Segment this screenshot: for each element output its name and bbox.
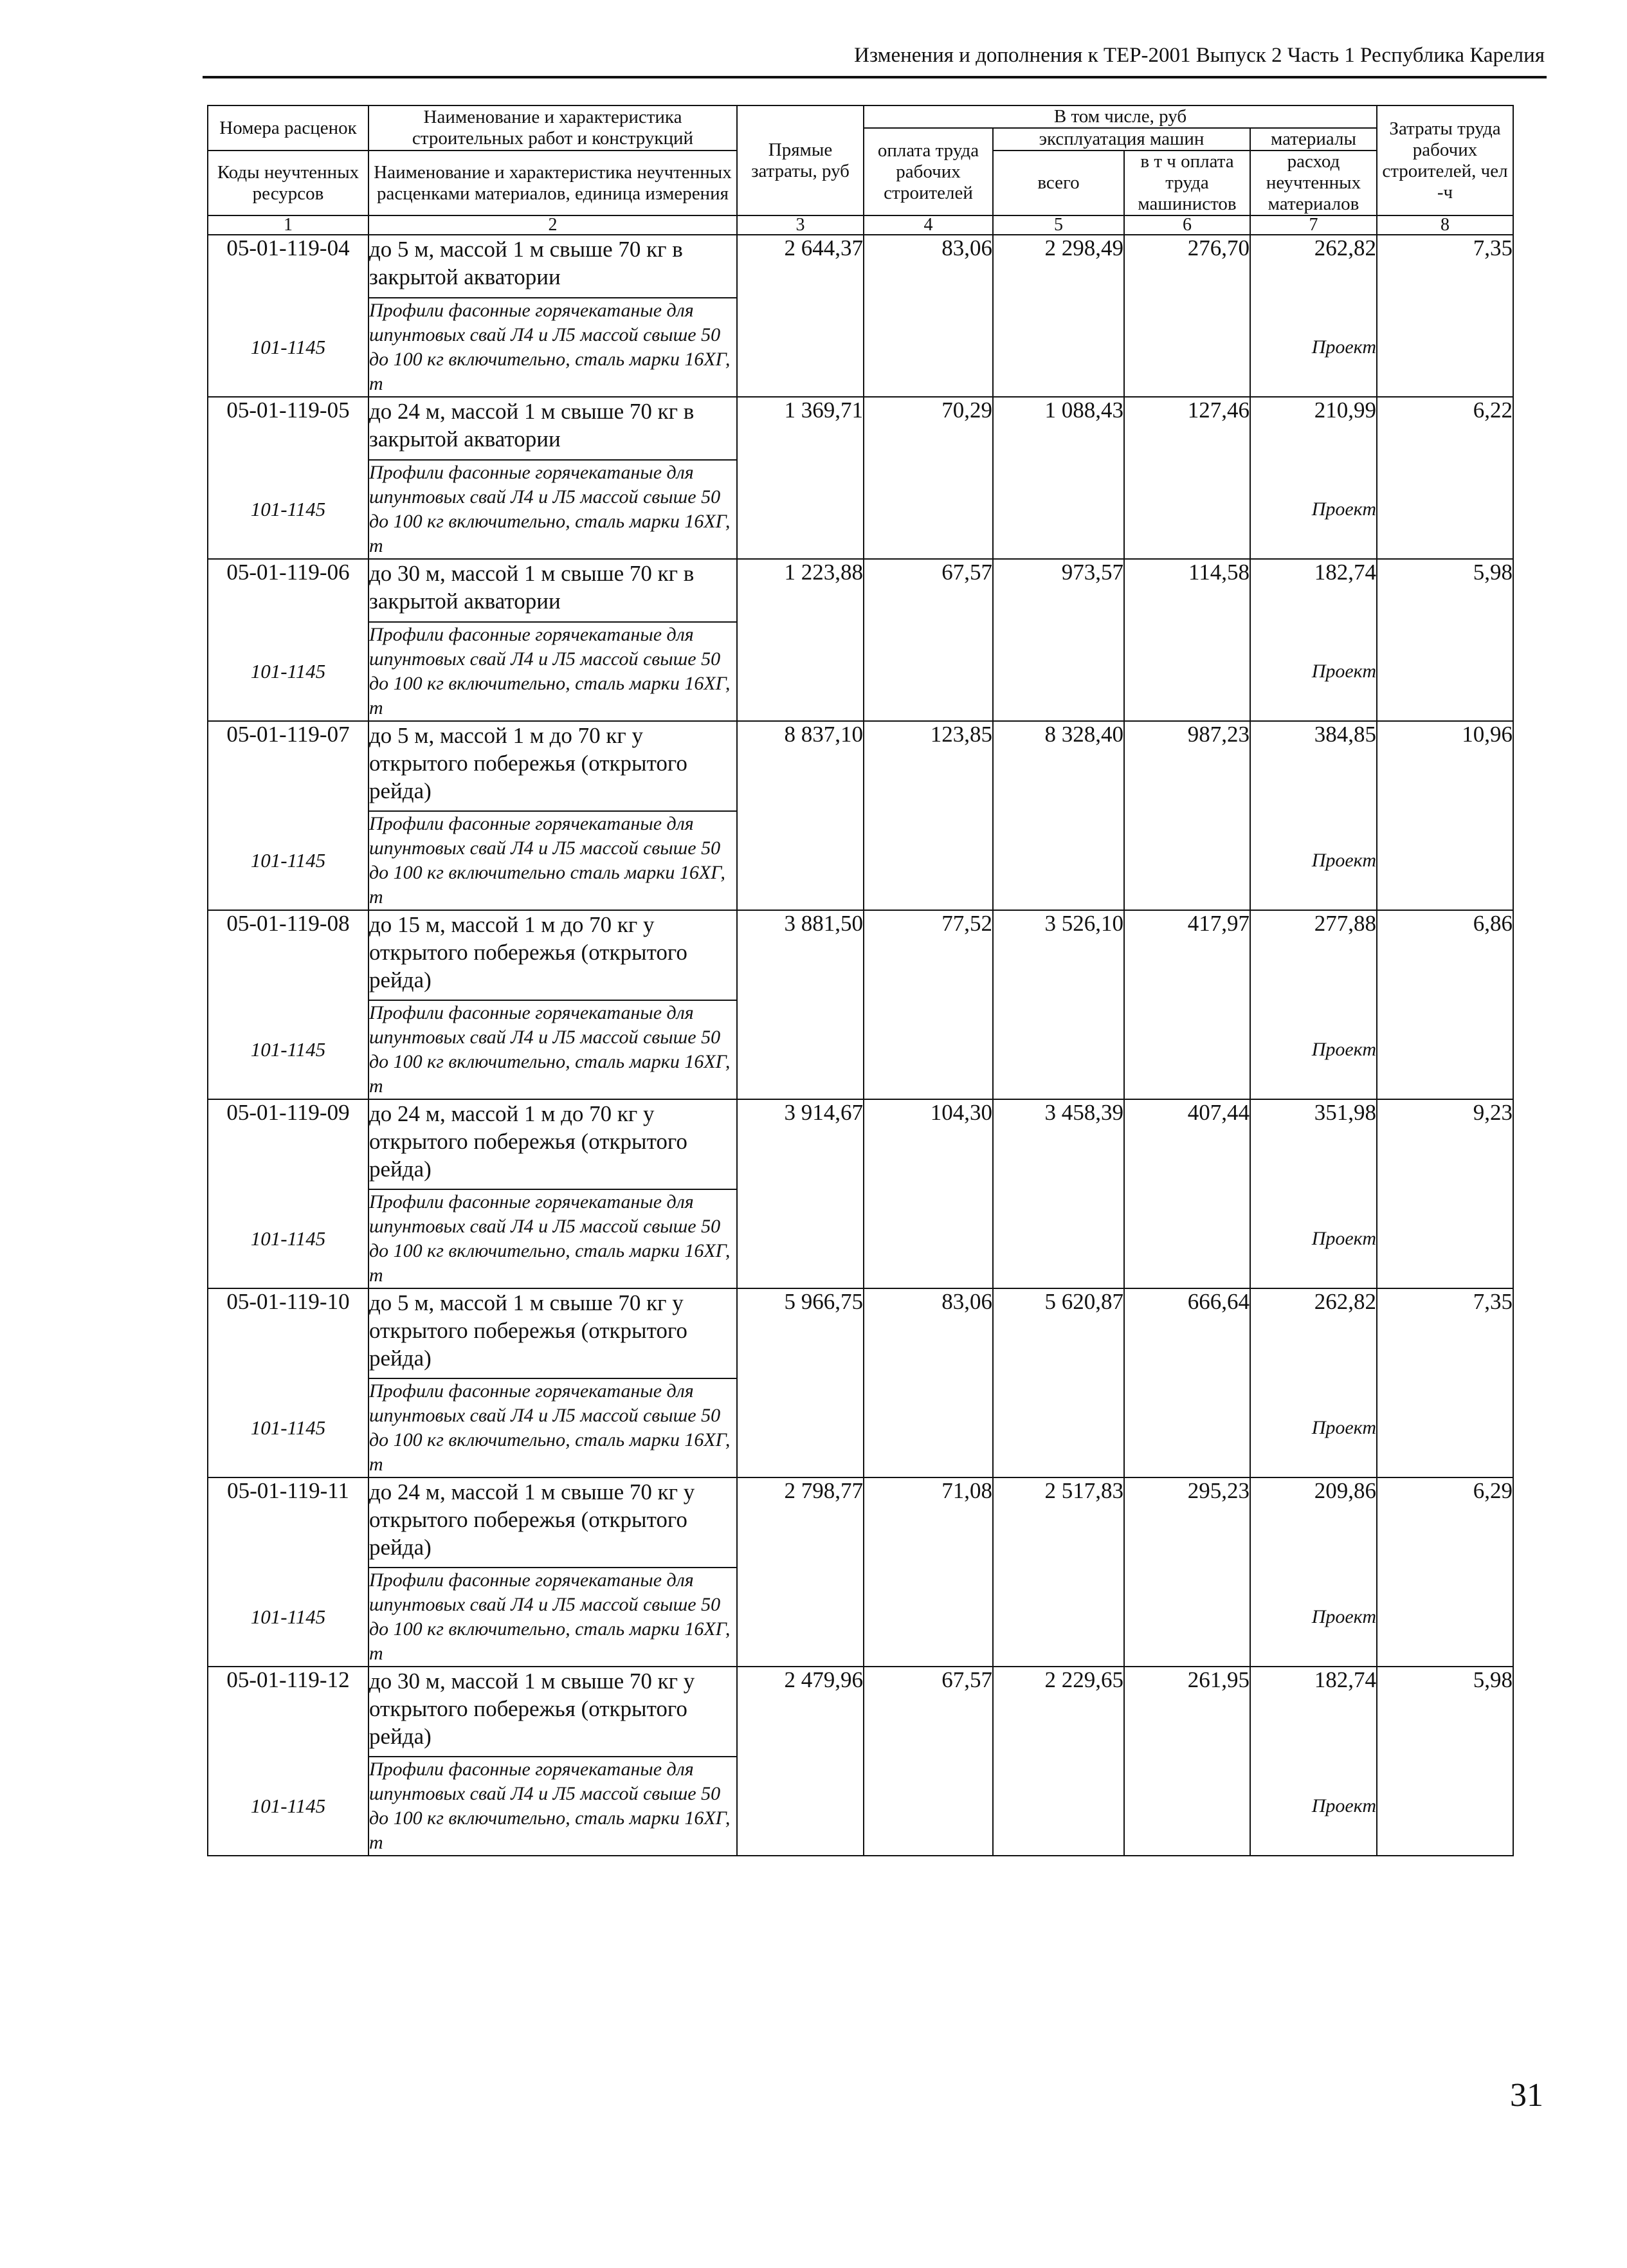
col-header-resource-codes: Коды неучтенных ресурсов [208,151,368,215]
direct-costs: 2 644,37 [737,235,864,397]
labor-pay: 71,08 [864,1477,993,1667]
machines-total: 3 458,39 [993,1099,1124,1288]
work-name: до 24 м, массой 1 м свыше 70 кг в закрытой акватории [368,397,737,460]
resource-code: 101-1145 [208,298,368,397]
rate-code: 05-01-119-07 [208,721,368,811]
direct-costs: 2 798,77 [737,1477,864,1667]
material-name: Профили фасонные горячекатаные для шпунтовых свай Л4 и Л5 массой свыше 50 до 100 кг включительно, сталь марки 16ХГ, т [368,298,737,397]
labor-pay: 104,30 [864,1099,993,1288]
work-name: до 24 м, массой 1 м свыше 70 кг у открытого побережья (открытого рейда) [368,1477,737,1568]
col-number: 3 [737,215,864,235]
labor-pay: 67,57 [864,559,993,721]
rate-row [208,721,1513,811]
materials-cost: 209,86 [1250,1477,1377,1568]
machinist-pay: 276,70 [1124,235,1250,397]
column-number-row [208,215,1513,235]
machines-total: 2 517,83 [993,1477,1124,1667]
work-name: до 24 м, массой 1 м до 70 кг у открытого побережья (открытого рейда) [368,1099,737,1189]
col-header-labor-pay: оплата труда рабочих строителей [864,128,993,215]
labor-pay: 83,06 [864,1288,993,1477]
page-number: 31 [1510,2077,1543,2114]
machinist-pay: 261,95 [1124,1667,1250,1856]
labor-hours: 7,35 [1377,1288,1513,1477]
machinist-pay: 127,46 [1124,397,1250,559]
labor-hours: 7,35 [1377,235,1513,397]
material-project-label: Проект [1250,1378,1377,1477]
direct-costs: 3 881,50 [737,910,864,1099]
labor-pay: 77,52 [864,910,993,1099]
labor-hours: 5,98 [1377,1667,1513,1856]
machines-total: 1 088,43 [993,397,1124,559]
labor-hours: 6,86 [1377,910,1513,1099]
labor-pay: 123,85 [864,721,993,910]
page-header: Изменения и дополнения к ТЕР-2001 Выпуск 2 Часть 1 Республика Карелия [854,44,1545,67]
material-name: Профили фасонные горячекатаные для шпунтовых свай Л4 и Л5 массой свыше 50 до 100 кг включительно, сталь марки 16ХГ, т [368,1378,737,1477]
labor-hours: 6,29 [1377,1477,1513,1667]
machines-total: 8 328,40 [993,721,1124,910]
col-header-machines: эксплуатация машин [993,128,1250,151]
machines-total: 3 526,10 [993,910,1124,1099]
rate-row [208,397,1513,460]
machinist-pay: 407,44 [1124,1099,1250,1288]
labor-hours: 10,96 [1377,721,1513,910]
work-name: до 5 м, массой 1 м свыше 70 кг в закрытой акватории [368,235,737,298]
rate-row [208,1099,1513,1189]
col-header-materials: материалы [1250,128,1377,151]
resource-code: 101-1145 [208,1378,368,1477]
header-rule [203,76,1547,78]
machines-total: 2 298,49 [993,235,1124,397]
rate-code: 05-01-119-09 [208,1099,368,1189]
resource-code: 101-1145 [208,622,368,721]
direct-costs: 1 369,71 [737,397,864,559]
col-header-machinist-pay: в т ч оплата труда машинистов [1124,151,1250,215]
material-project-label: Проект [1250,460,1377,559]
resource-code: 101-1145 [208,1757,368,1856]
machines-total: 2 229,65 [993,1667,1124,1856]
col-number: 1 [208,215,368,235]
work-name: до 5 м, массой 1 м свыше 70 кг у открытого побережья (открытого рейда) [368,1288,737,1378]
material-project-label: Проект [1250,298,1377,397]
col-number: 2 [368,215,737,235]
rate-code: 05-01-119-12 [208,1667,368,1757]
material-project-label: Проект [1250,811,1377,910]
machinist-pay: 295,23 [1124,1477,1250,1667]
materials-cost: 262,82 [1250,235,1377,298]
direct-costs: 2 479,96 [737,1667,864,1856]
materials-cost: 182,74 [1250,559,1377,622]
col-header-machines-total: всего [993,151,1124,215]
machines-total: 973,57 [993,559,1124,721]
material-project-label: Проект [1250,622,1377,721]
rate-code: 05-01-119-11 [208,1477,368,1568]
resource-code: 101-1145 [208,1568,368,1667]
material-project-label: Проект [1250,1000,1377,1099]
direct-costs: 8 837,10 [737,721,864,910]
material-name: Профили фасонные горячекатаные для шпунтовых свай Л4 и Л5 массой свыше 50 до 100 кг включительно сталь марки 16ХГ, т [368,811,737,910]
header-row-1 [208,105,1513,128]
labor-hours: 6,22 [1377,397,1513,559]
rates-table [207,105,1514,1856]
material-project-label: Проект [1250,1189,1377,1288]
col-header-material-name: Наименование и характеристика неучтенных расценками материалов, единица измерения [368,151,737,215]
direct-costs: 5 966,75 [737,1288,864,1477]
material-project-label: Проект [1250,1568,1377,1667]
direct-costs: 3 914,67 [737,1099,864,1288]
materials-cost: 182,74 [1250,1667,1377,1757]
col-number: 5 [993,215,1124,235]
labor-pay: 70,29 [864,397,993,559]
machinist-pay: 417,97 [1124,910,1250,1099]
materials-cost: 351,98 [1250,1099,1377,1189]
rate-row [208,1667,1513,1757]
col-number: 8 [1377,215,1513,235]
rate-code: 05-01-119-05 [208,397,368,460]
col-header-direct-costs: Прямые затраты, руб [737,105,864,215]
material-name: Профили фасонные горячекатаные для шпунтовых свай Л4 и Л5 массой свыше 50 до 100 кг включительно, сталь марки 16ХГ, т [368,1568,737,1667]
material-name: Профили фасонные горячекатаные для шпунтовых свай Л4 и Л5 массой свыше 50 до 100 кг включительно, сталь марки 16ХГ, т [368,1757,737,1856]
machinist-pay: 114,58 [1124,559,1250,721]
material-name: Профили фасонные горячекатаные для шпунтовых свай Л4 и Л5 массой свыше 50 до 100 кг включительно, сталь марки 16ХГ, т [368,1000,737,1099]
work-name: до 30 м, массой 1 м свыше 70 кг у открытого побережья (открытого рейда) [368,1667,737,1757]
work-name: до 5 м, массой 1 м до 70 кг у открытого побережья (открытого рейда) [368,721,737,811]
machinist-pay: 666,64 [1124,1288,1250,1477]
materials-cost: 384,85 [1250,721,1377,811]
rate-code: 05-01-119-06 [208,559,368,622]
col-header-material-consumption: расход неучтенных материалов [1250,151,1377,215]
resource-code: 101-1145 [208,811,368,910]
col-header-rate-numbers: Номера расценок [208,105,368,151]
work-name: до 30 м, массой 1 м свыше 70 кг в закрытой акватории [368,559,737,622]
machines-total: 5 620,87 [993,1288,1124,1477]
col-header-work-name: Наименование и характеристика строительных работ и конструкций [368,105,737,151]
col-header-labor-hours: Затраты труда рабочих строителей, чел -ч [1377,105,1513,215]
rate-row [208,910,1513,1000]
col-number: 6 [1124,215,1250,235]
resource-code: 101-1145 [208,1000,368,1099]
labor-hours: 5,98 [1377,559,1513,721]
labor-pay: 67,57 [864,1667,993,1856]
materials-cost: 277,88 [1250,910,1377,1000]
resource-code: 101-1145 [208,1189,368,1288]
resource-code: 101-1145 [208,460,368,559]
material-project-label: Проект [1250,1757,1377,1856]
rate-row [208,235,1513,298]
materials-cost: 262,82 [1250,1288,1377,1378]
rate-code: 05-01-119-10 [208,1288,368,1378]
rate-row [208,559,1513,622]
labor-pay: 83,06 [864,235,993,397]
material-name: Профили фасонные горячекатаные для шпунтовых свай Л4 и Л5 массой свыше 50 до 100 кг включительно, сталь марки 16ХГ, т [368,622,737,721]
rate-code: 05-01-119-08 [208,910,368,1000]
machinist-pay: 987,23 [1124,721,1250,910]
material-name: Профили фасонные горячекатаные для шпунтовых свай Л4 и Л5 массой свыше 50 до 100 кг включительно, сталь марки 16ХГ, т [368,1189,737,1288]
materials-cost: 210,99 [1250,397,1377,460]
col-number: 7 [1250,215,1377,235]
material-name: Профили фасонные горячекатаные для шпунтовых свай Л4 и Л5 массой свыше 50 до 100 кг включительно, сталь марки 16ХГ, т [368,460,737,559]
rate-code: 05-01-119-04 [208,235,368,298]
col-number: 4 [864,215,993,235]
direct-costs: 1 223,88 [737,559,864,721]
rate-row [208,1477,1513,1568]
rate-row [208,1288,1513,1378]
col-header-group-including: В том числе, руб [864,105,1377,128]
work-name: до 15 м, массой 1 м до 70 кг у открытого побережья (открытого рейда) [368,910,737,1000]
labor-hours: 9,23 [1377,1099,1513,1288]
